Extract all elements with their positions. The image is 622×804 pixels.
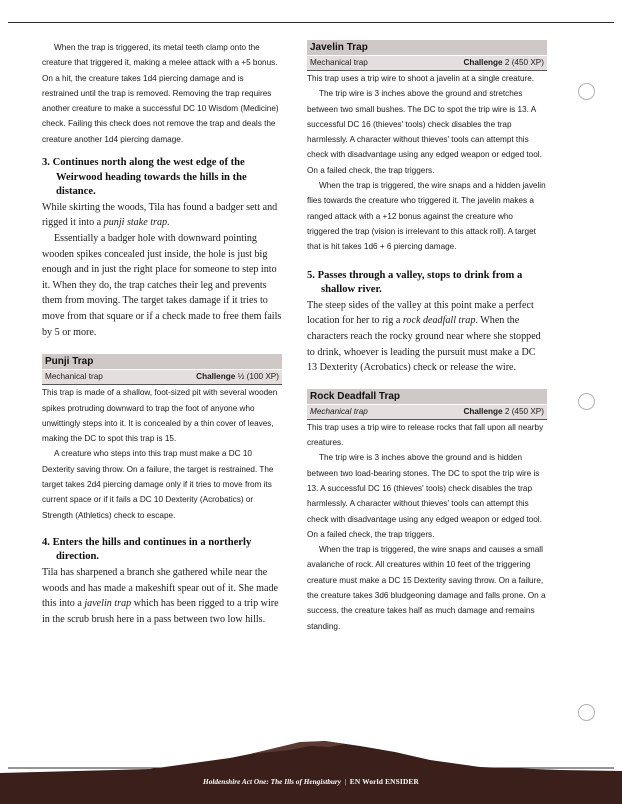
punji-trap-block xyxy=(42,354,282,523)
javelin-trap-subheader xyxy=(307,56,547,71)
footer-credit xyxy=(0,776,622,788)
rock-deadfall-trap-description: This trap uses a trip wire to release rocks that fall upon all nearby creatures. xyxy=(307,422,544,448)
left-column xyxy=(42,40,282,627)
rock-deadfall-trap-type: Mechanical trap xyxy=(310,406,368,416)
javelin-trap-block xyxy=(307,40,547,255)
rock-deadfall-trap-block xyxy=(307,389,547,634)
javelin-trap-challenge: Challenge 2 (450 XP) xyxy=(463,58,544,67)
punji-trap-description: This trap is made of a shallow, foot-sized pit with several wooden spikes protruding downward to trap the foot of anyone who unwittingly steps into it. It is concealed by a thin cover of leaves, making the DC to spot this trap is 15. xyxy=(42,388,278,444)
footer-mountain-shape xyxy=(0,741,622,804)
footer-mountain-banner xyxy=(0,738,622,804)
margin-circle-middle xyxy=(578,393,595,410)
rock-deadfall-trap-subheader xyxy=(307,405,547,420)
footer-brand: EN World ENSIDER xyxy=(349,777,419,786)
section-3-paragraph-1: While skirting the woods, Tila has found a badger sett and rigged it into a punji stake trap. xyxy=(42,201,278,229)
right-column xyxy=(307,40,547,634)
section-5-paragraph: The steep sides of the valley at this point make a perfect location for her to rig a rock deadfall trap. When the characters reach the rocky ground near where she stopped to drink, whoever is leading the pursuit must make a DC 13 Dexterity (Acrobatics) check or release the wire. xyxy=(307,299,541,374)
section-4-paragraph: Tila has sharpened a branch she gathered while near the woods and has made a makeshift spear out of it. She made this into a javelin trap which has been rigged to a trip wire in the scrub brush here in a pass between two low hills. xyxy=(42,567,279,625)
punji-trap-challenge: Challenge ½ (100 XP) xyxy=(196,372,279,382)
punji-trap-title: Punji Trap xyxy=(42,354,282,369)
punji-trap-effect: A creature who steps into this trap must make a DC 10 Dexterity saving throw. On a failure, the target is restrained. The target takes 2d4 piercing damage only if it tries to move from its current space or if it fails a DC 10 Dexterity (Acrobatics) or Strength (Athletics) check to escape. xyxy=(42,449,274,520)
javelin-trap-type: Mechanical trap xyxy=(310,58,368,67)
footer-separator: | xyxy=(344,777,347,786)
javelin-trap-detection: The trip wire is 3 inches above the ground and stretches between two small bushes. The DC to spot the trip wire is 13. A successful DC 16 (thieves' tools) check disables the trap harmlessly. A character without thieves' tools can attempt this check with disadvantage using any edged weapon or edged tool. On a failed check, the trap triggers. xyxy=(307,89,542,175)
rock-deadfall-trap-title: Rock Deadfall Trap xyxy=(307,389,547,404)
javelin-trap-description: This trap uses a trip wire to shoot a javelin at a single creature. xyxy=(307,74,535,83)
bear-trap-effect-text: When the trap is triggered, its metal teeth clamp onto the creature that triggered it, making a melee attack with a +5 bonus. On a hit, the creature takes 1d4 piercing damage and is restrained until the trap is removed. Removing the trap requires another creature to make a successful DC 10 Wisdom (Medicine) check. Failing this check does not remove the trap and deals the creature another 1d4 piercing damage. xyxy=(42,43,279,144)
punji-trap-type: Mechanical trap xyxy=(45,372,103,382)
margin-circle-bottom xyxy=(578,704,595,721)
punji-trap-subheader xyxy=(42,370,282,385)
section-3-heading: 3. Continues north along the west edge of the Weirwood heading towards the hills in the distance. xyxy=(42,157,247,198)
rock-deadfall-trap-challenge: Challenge 2 (450 XP) xyxy=(463,406,544,416)
javelin-trap-title: Javelin Trap xyxy=(307,40,547,55)
rock-deadfall-trap-detection: The trip wire is 3 inches above the ground and is hidden between two load-bearing stones. The DC to spot the trip wire is 13. A successful DC 16 (thieves' tools) check disables the trap harmlessly. A character without thieves' tools can attempt this check with disadvantage using any edged weapon or edged tool. On a failed check, the trap triggers. xyxy=(307,453,542,539)
section-3-paragraph-2: Essentially a badger hole with downward pointing wooden spikes concealed just inside, the hole is just big enough and in just the right place for someone to step into it. When they do, the trap catches their leg and prevents them from moving. The target takes damage if it tries to move from that square or if a check made to free them fails by 5 or more. xyxy=(42,233,282,338)
javelin-trap-effect: When the trap is triggered, the wire snaps and a hidden javelin flies towards the creature who triggered it. The javelin makes a ranged attack with a +12 bonus against the creature who triggered the trap (vision is irrelevant to this attack roll). A target that is hit takes 1d6 + 6 piercing damage. xyxy=(307,181,546,252)
margin-circle-top xyxy=(578,83,595,100)
footer-book-title: Holdenshire Act One: The Ills of Hengistbury xyxy=(203,777,342,786)
rock-deadfall-trap-effect: When the trap is triggered, the wire snaps and causes a small avalanche of rock. All creatures within 10 feet of the triggering creature must make a DC 15 Dexterity saving throw. On a failure, the creature takes 3d6 bludgeoning damage and falls prone. On a success, the creature takes half as much damage and remains standing. xyxy=(307,545,546,631)
header-rule xyxy=(8,22,614,23)
section-5-heading: 5. Passes through a valley, stops to drink from a shallow river. xyxy=(307,269,523,296)
section-4-heading: 4. Enters the hills and continues in a northerly direction. xyxy=(42,536,252,563)
